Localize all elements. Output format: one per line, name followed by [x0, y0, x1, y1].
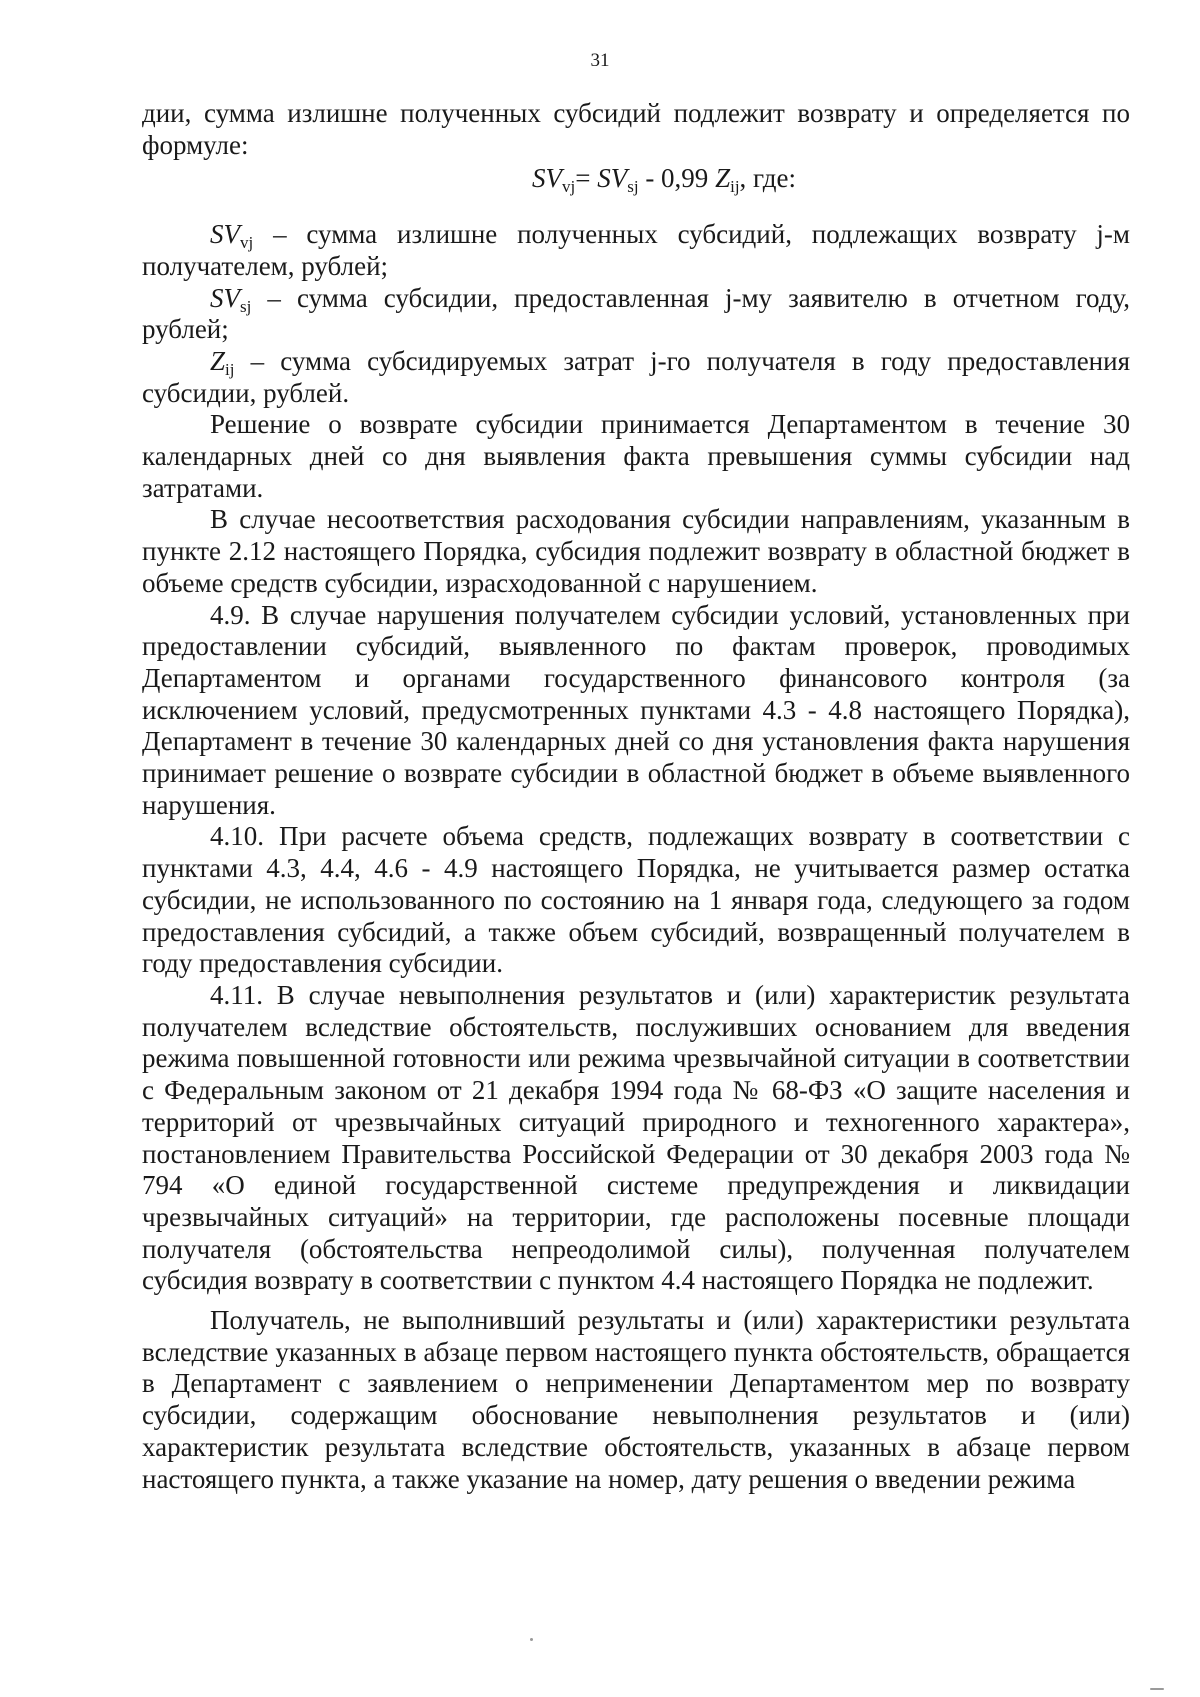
paragraph-return-decision: Решение о возврате субсидии принимается Департаментом в течение 30 календарных дней со дня выявления факта превышения суммы субсидии над затратами.	[142, 409, 1130, 503]
definition-symbol-sub: sj	[240, 296, 252, 316]
formula-coef: - 0,99	[638, 163, 716, 194]
page-number: 31	[590, 50, 610, 71]
definition-text: – сумма излишне полученных субсидий, подлежащих возврату j-м получателем, рублей;	[142, 219, 1130, 281]
scan-speck	[1150, 1688, 1164, 1690]
document-body	[142, 98, 1130, 1495]
opening-paragraph: дии, сумма излишне полученных субсидий подлежит возврату и определяется по формуле:	[142, 98, 1130, 160]
formula-lhs-sub: vj	[562, 177, 576, 197]
formula-tail: , где:	[739, 163, 796, 194]
formula-eq: =	[575, 163, 598, 194]
paragraph-4-10: 4.10. При расчете объема средств, подлежащих возврату в соответствии с пунктами 4.3, 4.4, 4.6 - 4.9 настоящего Порядка, не учитывается размер остатка субсидии, не использованного по состоянию на 1 января года, следующего за годом предоставления субсидий, а также объем субсидий, возвращенный получателем в году предоставления субсидии.	[142, 821, 1130, 979]
definition-symbol-sub: ij	[225, 359, 235, 379]
paragraph-mismatch: В случае несоответствия расходования субсидии направлениям, указанным в пункте 2.12 настоящего Порядка, субсидия подлежит возврату в областной бюджет в объеме средств субсидии, израсходованной с нарушением.	[142, 504, 1130, 598]
paragraph-recipient-application: Получатель, не выполнивший результаты и (или) характеристики результата вследствие указанных в абзаце первом настоящего пункта обстоятельств, обращается в Департамент с заявлением о неприменении Департаментом мер по возврату субсидии, содержащим обоснование невыполнения результатов и (или) характеристик результата вследствие обстоятельств, указанных в абзаце первом настоящего пункта, а также указание на номер, дату решения о введении режима	[142, 1305, 1130, 1494]
definition-text: – сумма субсидии, предоставленная j-му заявителю в отчетном году, рублей;	[142, 282, 1130, 345]
formula	[142, 163, 1130, 195]
definition-z-ij	[142, 346, 1130, 409]
scan-speck	[530, 1638, 533, 1641]
formula-rhs2-base: Z	[715, 163, 731, 194]
paragraph-4-11: 4.11. В случае невыполнения результатов и (или) характеристик результата получателем вследствие обстоятельств, послуживших основанием для введения режима повышенной готовности или режима чрезвычайной ситуации в соответствии с Федеральным законом от 21 декабря 1994 года № 68-ФЗ «О защите населения и территорий от чрезвычайных ситуаций природного и техногенного характера», постановлением Правительства Российской Федерации от 30 декабря 2003 года № 794 «О единой государственной системе предупреждения и ликвидации чрезвычайных ситуаций» на территории, где расположены посевные площади получателя (обстоятельства непреодолимой силы), полученная получателем субсидия возврату в соответствии с пунктом 4.4 настоящего Порядка не подлежит.	[142, 979, 1130, 1296]
formula-rhs2-sub: ij	[730, 177, 740, 197]
paragraph-4-9: 4.9. В случае нарушения получателем субсидии условий, установленных при предоставлении субсидий, выявленного по фактам проверок, проводимых Департаментом и органами государственного финансового контроля (за исключением условий, предусмотренных пунктами 4.3 - 4.8 настоящего Порядка), Департамент в течение 30 календарных дней со дня установления факта нарушения принимает решение о возврате субсидии в областной бюджет в объеме выявленного нарушения.	[142, 599, 1130, 820]
formula-rhs1-base: SV	[597, 163, 628, 194]
definition-text: – сумма субсидируемых затрат j-го получателя в году предоставления субсидии, рублей.	[142, 345, 1130, 408]
definition-sv-vj	[142, 219, 1130, 282]
definition-symbol: Z	[210, 345, 226, 376]
formula-lhs-base: SV	[532, 163, 562, 194]
definition-sv-sj	[142, 283, 1130, 346]
formula-rhs1-sub: sj	[627, 177, 639, 197]
definition-symbol: SV	[210, 219, 240, 250]
definition-symbol-sub: vj	[240, 233, 254, 253]
definition-symbol: SV	[210, 282, 240, 313]
